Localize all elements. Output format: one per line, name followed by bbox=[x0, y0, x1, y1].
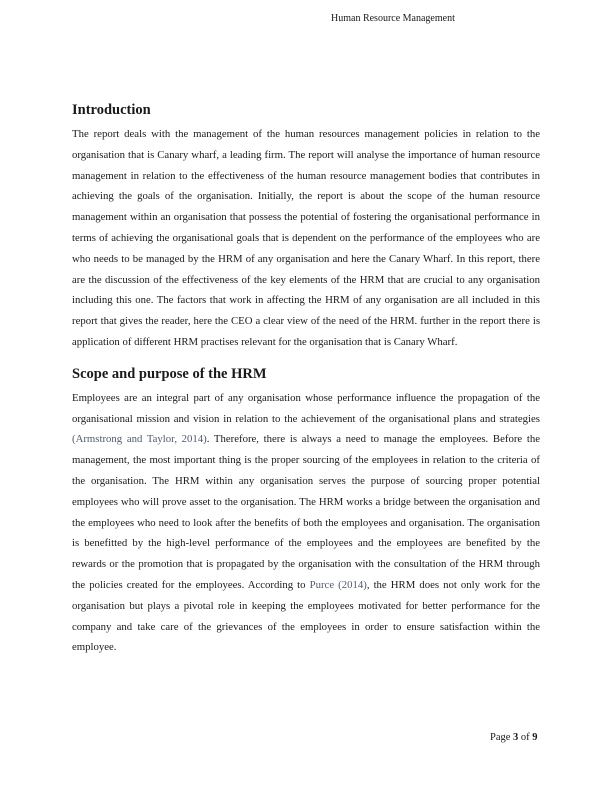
introduction-paragraph: The report deals with the management of the human resources management policies in relation to the organisation that is Canary wharf, a leading firm. The report will analyse the importance of human resource management in relation to the effectiveness of the human resource management bodies that contributes in achieving the goals of the organisation. Initially, the report is about the scope of the human resource management within an organisation that possess the potential of fostering the organisational performance in terms of achieving the organisational goals that is dependent on the performance of the employees who are who needs to be managed by the HRM of any organisation and here the Canary Wharf. In this report, there are the discussion of the effectiveness of the key elements of the HRM that are crucial to any organisation including this one. The factors that work in affecting the HRM of any organisation are all included in this report that gives the reader, here the CEO a clear view of the need of the HRM. further in the report there is application of different HRM practises relevant for the organisation that is Canary Wharf. bbox=[72, 128, 540, 348]
citation-purce: Purce (2014) bbox=[309, 578, 367, 591]
scope-heading: Scope and purpose of the HRM bbox=[72, 365, 267, 382]
scope-paragraph bbox=[72, 388, 540, 658]
document-body bbox=[72, 102, 540, 658]
scope-text-part-2: . Therefore, there is always a need to manage the employees. Before the management, the most important thing is the proper sourcing of the employees in relation to the criteria of the organisation. The HRM within any organisation serves the purpose of sourcing proper potential employees who will prove asset to the organisation. The HRM works a bridge between the organisation and the employees who need to look after the benefits of both the employees and organisation. The organisation is benefitted by the high-level performance of the employees and the employees are benefited by the rewards or the promotion that is propagated by the organisation with the consultation of the HRM through the policies created for the employees. According to bbox=[72, 433, 540, 591]
page-label: Page bbox=[490, 732, 511, 743]
citation-armstrong-taylor: (Armstrong and Taylor, 2014) bbox=[72, 433, 207, 446]
page-current: 3 bbox=[513, 732, 519, 743]
introduction-heading: Introduction bbox=[72, 102, 151, 118]
scope-text-part-1: Employees are an integral part of any organisation whose performance influence the propagation of the organisational mission and vision in relation to the achievement of the organisational plans and strategies bbox=[72, 391, 540, 425]
page-number-footer bbox=[490, 732, 538, 743]
of-label: of bbox=[520, 732, 530, 743]
running-header: Human Resource Management bbox=[331, 13, 455, 24]
page-total: 9 bbox=[532, 732, 538, 743]
scope-text-part-3: , the HRM does not only work for the organisation but plays a pivotal role in keeping the employees motivated for better performance for the company and take care of the grievances of the employees in order to ensure satisfaction within the employee. bbox=[72, 578, 540, 654]
